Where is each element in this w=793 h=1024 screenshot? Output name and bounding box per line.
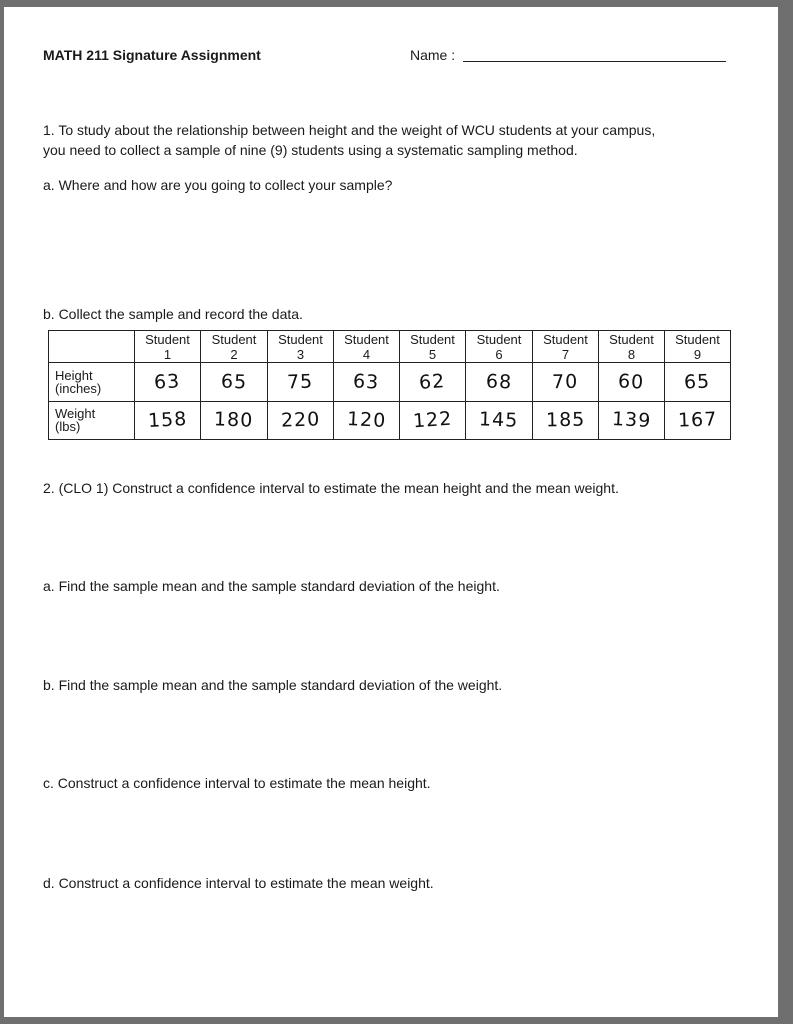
weight-value: 180	[213, 408, 254, 432]
question-2c: c. Construct a confidence interval to estimate the mean height.	[43, 775, 431, 791]
column-header-word: Student	[609, 331, 654, 347]
question-2-intro: 2. (CLO 1) Construct a confidence interval to estimate the mean height and the mean weight.	[43, 480, 619, 496]
height-value: 63	[153, 370, 182, 394]
column-header-word: Student	[211, 331, 257, 347]
column-header	[135, 331, 201, 363]
question-2a: a. Find the sample mean and the sample standard deviation of the height.	[43, 578, 500, 594]
column-header	[599, 331, 665, 363]
question-1-line-1: 1. To study about the relationship between height and the weight of WCU students at your campus,	[43, 122, 656, 138]
column-header-number: 9	[693, 346, 702, 362]
column-header	[533, 331, 599, 363]
column-header-number: 4	[362, 346, 371, 362]
weight-value: 139	[611, 408, 652, 433]
data-table	[48, 330, 731, 440]
height-cell[interactable]	[400, 363, 466, 401]
height-value: 70	[552, 370, 579, 394]
height-value: 75	[287, 370, 314, 394]
column-header-word: Student	[145, 331, 190, 347]
column-header-word: Student	[410, 331, 455, 347]
weight-cell[interactable]	[599, 401, 665, 439]
row-label-line: Weight	[55, 406, 96, 422]
weight-value: 158	[147, 408, 188, 433]
height-value: 60	[617, 370, 646, 394]
table-header-row	[49, 331, 731, 363]
weight-cell[interactable]	[665, 401, 731, 439]
weight-cell[interactable]	[466, 401, 533, 439]
weight-value: 122	[412, 407, 453, 433]
height-row	[49, 363, 731, 401]
height-cell[interactable]	[135, 363, 201, 401]
assignment-title: MATH 211 Signature Assignment	[43, 47, 261, 63]
height-cell[interactable]	[334, 363, 400, 401]
height-value: 65	[220, 370, 248, 394]
weight-value: 220	[280, 408, 321, 432]
column-header-number: 7	[561, 346, 570, 362]
weight-cell[interactable]	[135, 401, 201, 439]
column-header-number: 1	[163, 346, 172, 362]
weight-cell[interactable]	[334, 401, 400, 439]
height-value: 62	[418, 370, 447, 394]
height-cell[interactable]	[665, 363, 731, 401]
question-2d: d. Construct a confidence interval to estimate the mean weight.	[43, 875, 434, 891]
weight-cell[interactable]	[201, 401, 268, 439]
height-cell[interactable]	[599, 363, 665, 401]
question-1b: b. Collect the sample and record the data.	[43, 306, 303, 322]
weight-cell[interactable]	[268, 401, 334, 439]
column-header	[665, 331, 731, 363]
weight-cell[interactable]	[533, 401, 599, 439]
question-1-line-2: you need to collect a sample of nine (9) students using a systematic sampling method.	[43, 142, 578, 158]
column-header	[466, 331, 533, 363]
weight-row	[49, 401, 731, 439]
column-header-number: 2	[230, 346, 238, 362]
weight-value: 185	[545, 408, 586, 432]
column-header	[268, 331, 334, 363]
column-header	[400, 331, 466, 363]
column-header-word: Student	[543, 331, 588, 347]
corner-cell	[49, 331, 135, 363]
column-header-number: 3	[296, 346, 305, 362]
height-cell[interactable]	[201, 363, 268, 401]
height-cell[interactable]	[268, 363, 334, 401]
height-value: 65	[684, 370, 711, 394]
question-1a: a. Where and how are you going to collect your sample?	[43, 177, 393, 193]
column-header-word: Student	[476, 331, 522, 347]
weight-value: 145	[478, 408, 519, 432]
weight-row-label	[49, 401, 135, 439]
row-label-line: (inches)	[55, 380, 102, 396]
column-header	[334, 331, 400, 363]
column-header-number: 6	[495, 346, 503, 362]
column-header-word: Student	[675, 331, 720, 347]
weight-cell[interactable]	[400, 401, 466, 439]
column-header-number: 5	[428, 346, 437, 362]
weight-value: 167	[677, 408, 718, 432]
column-header-word: Student	[344, 331, 389, 347]
name-label: Name :	[410, 47, 456, 63]
weight-value: 120	[346, 408, 387, 433]
height-cell[interactable]	[466, 363, 533, 401]
row-label-line: (lbs)	[55, 419, 81, 435]
question-2b: b. Find the sample mean and the sample standard deviation of the weight.	[43, 677, 503, 693]
height-cell[interactable]	[533, 363, 599, 401]
height-value: 68	[485, 370, 513, 394]
column-header-number: 8	[627, 346, 636, 362]
row-label-line: Height	[55, 367, 93, 383]
name-field-line[interactable]	[463, 61, 726, 62]
height-row-label	[49, 363, 135, 401]
column-header	[201, 331, 268, 363]
height-value: 63	[352, 370, 381, 394]
column-header-word: Student	[278, 331, 323, 347]
